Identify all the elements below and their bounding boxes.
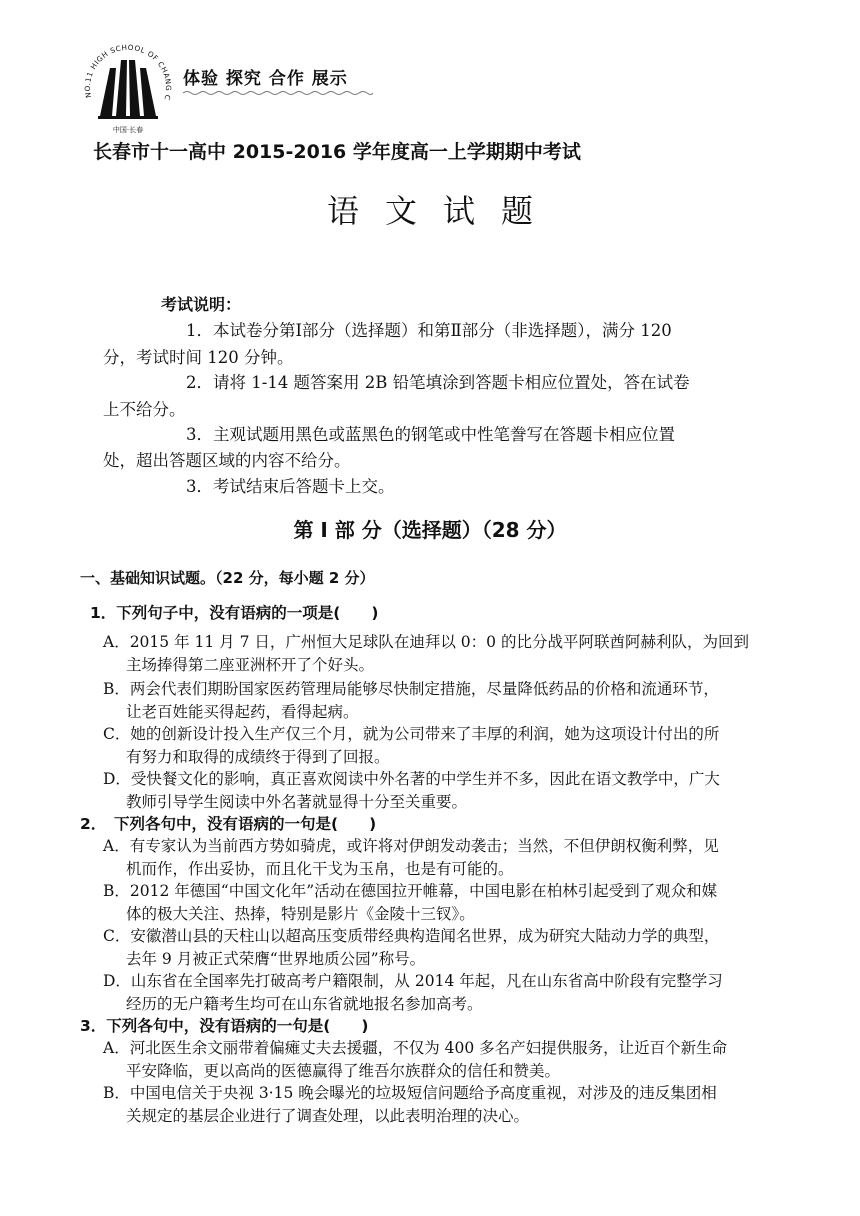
option-d-cont: 教师引导学生阅读中外名著就显得十分至关重要。 [126,793,468,811]
option-b: B．两会代表们期盼国家医药管理局能够尽快制定措施，尽量降低药品的价格和流通环节， [103,680,719,698]
option-c: C．安徽潜山县的天柱山以超高压变质带经典构造闻名世界，成为研究大陆动力学的典型， [103,927,720,945]
subject-title: 语文试题 [326,192,559,230]
option-a-cont: 主场捧得第二座亚洲杯开了个好头。 [126,656,375,674]
option-d-cont: 经历的无户籍考生均可在山东省就地报名参加高考。 [126,995,483,1013]
school-logo [78,38,178,138]
option-b: B．2012 年德国“中国文化年”活动在德国拉开帷幕，中国电影在柏林引起受到了观众和媒 [103,882,718,900]
instruction-line: 处，超出答题区域的内容不给分。 [103,451,351,470]
option-b-cont: 关规定的基层企业进行了调查处理，以此表明治理的决心。 [126,1107,530,1125]
option-b-cont: 让老百姓能买得起药，看得起病。 [126,703,359,721]
option-a: A．河北医生余文丽带着偏瘫丈夫去援疆，不仅为 400 多名产妇提供服务，让近百个新生命 [103,1039,728,1057]
question-stem: 1．下列句子中，没有语病的一项是( ) [90,604,379,622]
option-d: D．山东省在全国率先打破高考户籍限制，从 2014 年起，凡在山东省高中阶段有完整学习 [103,972,723,990]
option-a-cont: 机而作，作出妥协，而且化干戈为玉帛，也是有可能的。 [126,860,514,878]
option-c-cont: 有努力和取得的成绩终于得到了回报。 [126,748,390,766]
option-c-cont: 去年 9 月被正式荣膺“世界地质公园”称号。 [126,950,426,968]
school-slogan: 体验 探究 合作 展示 [183,69,348,89]
question-stem: 3．下列各句中，没有语病的一句是( ) [80,1017,369,1035]
option-c: C．她的创新设计投入生产仅三个月，就为公司带来了丰厚的利润，她为这项设计付出的所 [103,725,720,743]
section-heading: 一、基础知识试题。（22 分，每小题 2 分） [80,569,375,587]
option-a: A．2015 年 11 月 7 日，广州恒大足球队在迪拜以 0：0 的比分战平阿联酋阿赫利队，为回到 [103,633,749,651]
option-b: B．中国电信关于央视 3·15 晚会曝光的垃圾短信问题给予高度重视，对涉及的违反集团相 [103,1084,717,1102]
wavy-underline [183,90,373,96]
option-a-cont: 平安降临，更以高尚的医德赢得了维吾尔族群众的信任和赞美。 [126,1062,561,1080]
instruction-line: 3．主观试题用黑色或蓝黑色的钢笔或中性笔誊写在答题卡相应位置 [186,425,675,444]
instructions-heading: 考试说明： [161,295,242,314]
instruction-line: 3．考试结束后答题卡上交。 [186,477,395,496]
logo-ring-text: NO.11 HIGH SCHOOL OF CHANG C [82,42,174,102]
instruction-line: 2．请将 1-14 题答案用 2B 铅笔填涂到答题卡相应位置处，答在试卷 [186,373,690,392]
part-title: 第 Ⅰ 部 分（选择题）（28 分） [293,518,567,542]
instruction-line: 1．本试卷分第Ⅰ部分（选择题）和第Ⅱ部分（非选择题），满分 120 [186,321,672,340]
option-d: D．受快餐文化的影响，真正喜欢阅读中外名著的中学生并不多，因此在语文教学中，广大 [103,770,720,788]
instruction-line: 分，考试时间 120 分钟。 [103,348,294,367]
instruction-line: 上不给分。 [103,400,186,419]
option-a: A．有专家认为当前西方势如骑虎，或许将对伊朗发动袭击；当然，不但伊朗权衡利弊，见 [103,837,719,855]
logo-bottom-text: 中国·长春 [112,126,144,134]
question-stem: 2． 下列各句中，没有语病的一句是( ) [80,815,377,833]
option-b-cont: 体的极大关注、热捧，特别是影片《金陵十三钗》。 [126,905,475,923]
exam-title: 长春市十一高中 2015-2016 学年度高一上学期期中考试 [93,141,581,163]
